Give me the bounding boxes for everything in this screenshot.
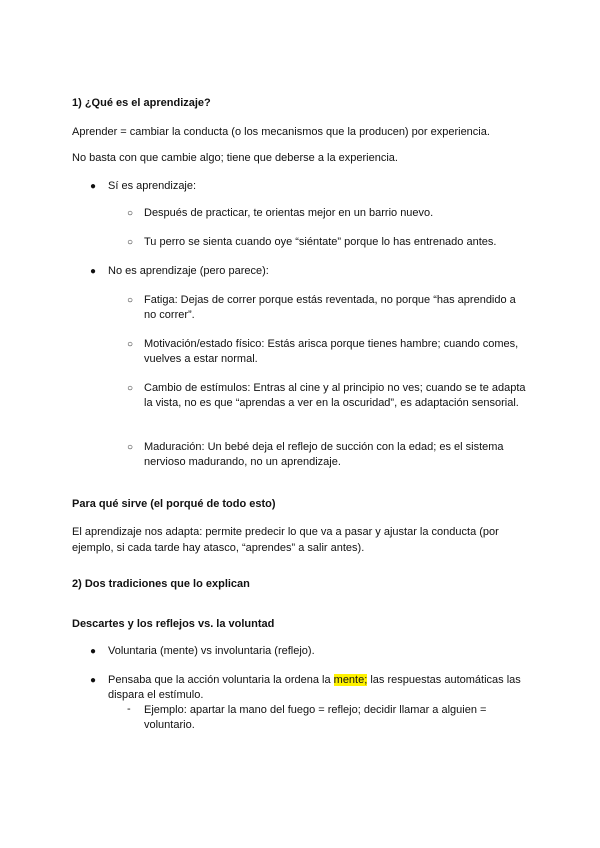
clarification-paragraph: No basta con que cambie algo; tiene que deberse a la experiencia. <box>72 152 398 164</box>
bullet-circle: ○ <box>127 295 134 306</box>
bullet-dot: ● <box>90 266 97 277</box>
descartes-subtitle: Descartes y los reflejos vs. la voluntad <box>72 618 275 630</box>
section-2-title: 2) Dos tradiciones que lo explican <box>72 578 250 590</box>
no-example-maturation: Maduración: Un bebé deja el reflejo de succión con la edad; es el sistema nervioso madurando, no un aprendizaje. <box>144 441 504 468</box>
purpose-paragraph: El aprendizaje nos adapta: permite predecir lo que va a pasar y ajustar la conducta (por ejemplo, si cada tarde hay atasco, “aprendes” a salir antes). <box>72 526 499 554</box>
yes-learning-label: Sí es aprendizaje: <box>108 180 197 192</box>
section-1-title: 1) ¿Qué es el aprendizaje? <box>72 97 211 109</box>
text-segment: Pensaba que la acción voluntaria la ordena la <box>108 674 334 686</box>
bullet-dot: ● <box>90 675 97 686</box>
yes-example-2: Tu perro se sienta cuando oye “siéntate” porque lo has entrenado antes. <box>144 236 497 248</box>
bullet-circle: ○ <box>127 208 134 219</box>
text-segment: las respuestas automáticas las dispara el estímulo. <box>108 674 521 701</box>
purpose-title: Para qué sirve (el porqué de todo esto) <box>72 498 276 510</box>
bullet-circle: ○ <box>127 383 134 394</box>
bullet-circle: ○ <box>127 237 134 248</box>
bullet-circle: ○ <box>127 339 134 350</box>
dash-marker: - <box>127 703 131 715</box>
no-example-motivation: Motivación/estado físico: Estás arisca porque tienes hambre; cuando comes, vuelves a estar normal. <box>144 338 519 365</box>
highlighted-word: mente; <box>333 674 368 686</box>
no-learning-label: No es aprendizaje (pero parece): <box>108 265 269 277</box>
bullet-dot: ● <box>90 181 97 192</box>
definition-paragraph: Aprender = cambiar la conducta (o los mecanismos que la producen) por experiencia. <box>72 126 490 138</box>
voluntary-vs-involuntary: Voluntaria (mente) vs involuntaria (reflejo). <box>108 645 315 657</box>
reflex-example: Ejemplo: apartar la mano del fuego = reflejo; decidir llamar a alguien = voluntario. <box>144 704 487 731</box>
no-example-stimuli: Cambio de estímulos: Entras al cine y al principio no ves; cuando se te adapta la vista, no es que “aprendas a ver en la oscuridad”, es adaptación sensorial. <box>144 382 526 409</box>
voluntary-action-item <box>108 673 528 703</box>
bullet-circle: ○ <box>127 442 134 453</box>
yes-example-1: Después de practicar, te orientas mejor en un barrio nuevo. <box>144 207 434 219</box>
bullet-dot: ● <box>90 646 97 657</box>
no-example-fatigue: Fatiga: Dejas de correr porque estás reventada, no porque “has aprendido a no correr”. <box>144 294 516 321</box>
